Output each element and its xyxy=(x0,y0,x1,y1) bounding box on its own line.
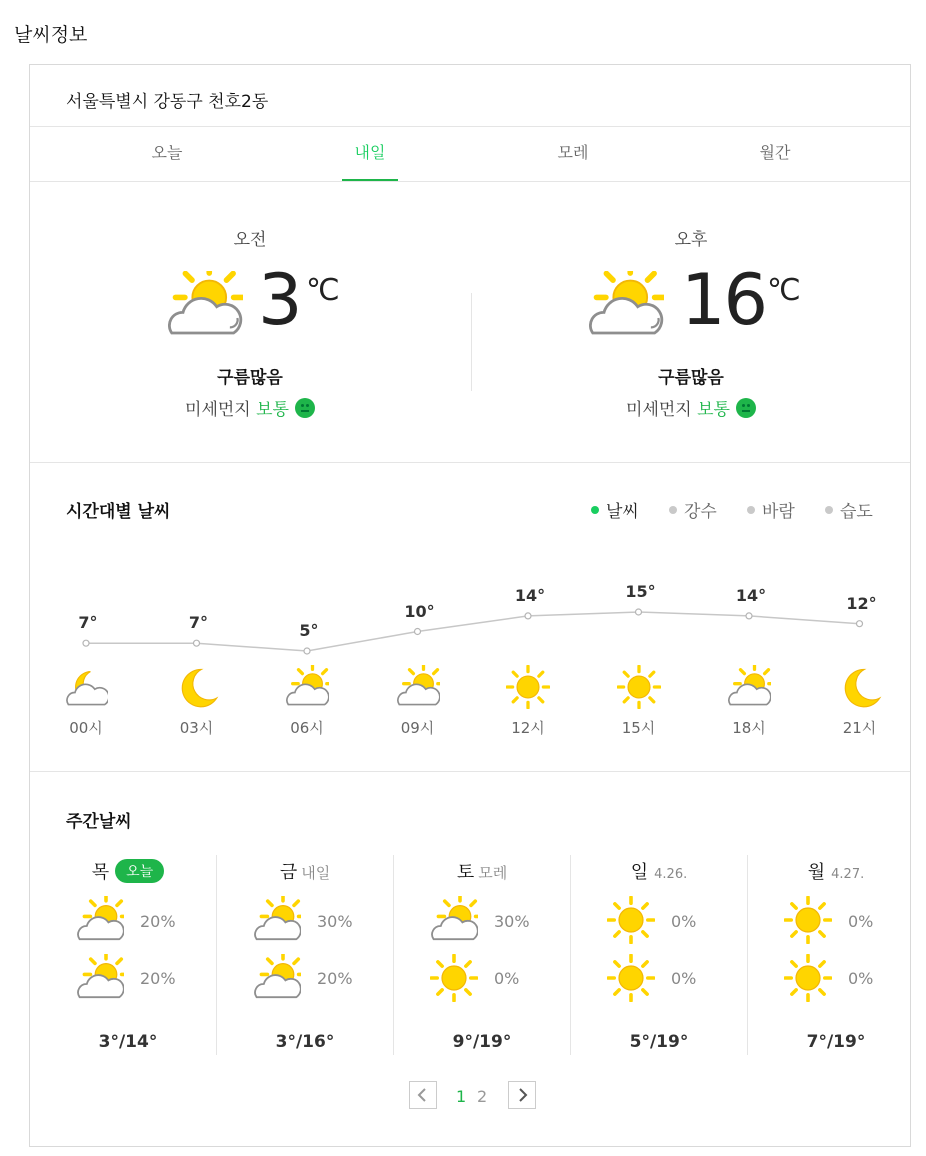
smiley-icon xyxy=(295,398,315,418)
sun-cloud-icon xyxy=(589,271,664,339)
am-label: 오전 xyxy=(233,230,267,250)
day-header xyxy=(394,858,570,884)
temperature-point xyxy=(636,609,642,615)
pm-forecast xyxy=(471,183,911,463)
chevron-left-icon xyxy=(410,1082,436,1108)
am-rain-chance: 30% xyxy=(494,912,530,931)
sun-cloud-icon xyxy=(76,896,124,948)
temperature-point xyxy=(194,640,200,646)
weather-card xyxy=(29,64,911,1147)
temperature-unit: ℃ xyxy=(306,273,340,308)
today-badge: 오늘 xyxy=(115,859,164,883)
day-header xyxy=(571,858,747,884)
sun-cloud-icon xyxy=(168,271,243,339)
sun-icon xyxy=(506,665,550,713)
divider xyxy=(30,181,910,182)
am-forecast xyxy=(30,183,470,463)
am-rain-chance: 30% xyxy=(317,912,353,931)
min-max-temp: 5°/19° xyxy=(629,1032,689,1052)
sun-cloud-icon xyxy=(253,954,301,1006)
moon-icon xyxy=(838,665,882,713)
tab-today[interactable]: 오늘 xyxy=(151,143,183,162)
day-sub-label: 모레 xyxy=(478,864,508,882)
divider xyxy=(30,462,910,463)
sun-icon xyxy=(607,896,655,948)
day-header xyxy=(40,858,216,884)
next-page-button[interactable] xyxy=(508,1081,536,1109)
temperature-line-chart xyxy=(30,565,910,775)
hourly-time-label: 12시 xyxy=(511,719,545,737)
sun-icon xyxy=(784,954,832,1006)
legend-humidity[interactable]: 습도 xyxy=(825,497,873,522)
hourly-time-label: 00시 xyxy=(69,719,103,737)
hourly-temp-label: 15° xyxy=(625,582,656,601)
min-max-temp: 9°/19° xyxy=(452,1032,512,1052)
legend-wind[interactable]: 바람 xyxy=(747,497,795,522)
divider xyxy=(30,771,910,772)
am-rain-chance: 0% xyxy=(671,912,697,931)
day-header xyxy=(217,858,393,884)
chevron-right-icon xyxy=(509,1082,535,1108)
hourly-temp-label: 10° xyxy=(404,601,435,621)
pm-temperature: 16 xyxy=(681,259,767,341)
day-header xyxy=(748,858,924,884)
day-name: 목 xyxy=(91,862,110,883)
hourly-title: 시간대별 날씨 xyxy=(66,502,171,522)
day-sub-label: 내일 xyxy=(301,864,331,882)
hourly-temp-label: 14° xyxy=(735,585,767,605)
temperature-point xyxy=(857,621,863,627)
sun-icon xyxy=(617,665,661,713)
weekly-day[interactable] xyxy=(748,850,924,1060)
hourly-temp-label: 14° xyxy=(514,585,546,605)
hourly-time-label: 09시 xyxy=(400,719,435,737)
page-1[interactable]: 1 xyxy=(456,1087,467,1106)
hourly-time-label: 21시 xyxy=(842,719,877,737)
temperature-point xyxy=(83,640,89,646)
sun-icon xyxy=(607,954,655,1006)
am-fine-dust: 미세먼지 보통 xyxy=(30,395,470,420)
sun-cloud-icon xyxy=(76,954,124,1006)
day-date: 4.26. xyxy=(654,867,688,882)
page-2[interactable]: 2 xyxy=(477,1087,488,1106)
hourly-time-label: 15시 xyxy=(621,719,656,737)
pm-rain-chance: 0% xyxy=(671,969,697,988)
am-condition: 구름많음 xyxy=(217,368,283,388)
sun-cloud-icon xyxy=(396,665,440,713)
pm-label: 오후 xyxy=(674,230,708,250)
prev-page-button[interactable] xyxy=(409,1081,437,1109)
temperature-unit: ℃ xyxy=(767,273,801,308)
tab-tomorrow[interactable]: 내일 xyxy=(270,127,470,182)
moon-icon xyxy=(175,665,219,713)
am-rain-chance: 0% xyxy=(848,912,874,931)
min-max-temp: 3°/16° xyxy=(275,1032,335,1052)
pm-condition: 구름많음 xyxy=(658,368,724,388)
hourly-chart xyxy=(30,565,910,775)
hourly-temp-label: 7° xyxy=(78,613,98,633)
tab-day-after[interactable]: 모레 xyxy=(557,143,589,162)
weekly-day[interactable] xyxy=(40,850,216,1060)
am-temperature: 3 xyxy=(258,259,301,341)
day-name: 금 xyxy=(279,862,298,883)
day-tabs xyxy=(30,127,910,182)
pm-rain-chance: 0% xyxy=(494,969,520,988)
sun-icon xyxy=(784,896,832,948)
sun-cloud-icon xyxy=(253,896,301,948)
legend-weather[interactable]: 날씨 xyxy=(591,497,639,522)
pm-rain-chance: 0% xyxy=(848,969,874,988)
pm-rain-chance: 20% xyxy=(317,969,353,988)
sun-cloud-icon xyxy=(285,665,329,713)
sun-icon xyxy=(430,954,478,1006)
moon-cloud-icon xyxy=(64,665,108,713)
page-title: 날씨정보 xyxy=(14,24,88,46)
hourly-temp-label: 5° xyxy=(299,621,319,640)
min-max-temp: 3°/14° xyxy=(98,1032,158,1052)
weekly-day[interactable] xyxy=(394,850,570,1060)
hourly-time-label: 03시 xyxy=(179,719,214,737)
pm-fine-dust: 미세먼지 보통 xyxy=(471,395,911,420)
pm-rain-chance: 20% xyxy=(140,969,176,988)
legend-precipitation[interactable]: 강수 xyxy=(669,497,717,522)
sun-cloud-icon xyxy=(727,665,771,713)
weekly-title: 주간날씨 xyxy=(66,812,132,832)
temperature-point xyxy=(525,613,531,619)
day-name: 월 xyxy=(807,862,826,883)
temperature-point xyxy=(304,648,310,654)
hourly-temp-label: 12° xyxy=(846,593,877,613)
hourly-time-label: 18시 xyxy=(732,719,766,737)
am-rain-chance: 20% xyxy=(140,912,176,931)
sun-cloud-icon xyxy=(430,896,478,948)
weekly-day[interactable] xyxy=(571,850,747,1060)
day-name: 토 xyxy=(456,862,475,883)
day-name: 일 xyxy=(630,862,649,883)
temperature-point xyxy=(415,629,421,635)
min-max-temp: 7°/19° xyxy=(806,1032,866,1052)
smiley-icon xyxy=(736,398,756,418)
weekly-day[interactable] xyxy=(217,850,393,1060)
day-date: 4.27. xyxy=(831,867,865,882)
location-label: 서울특별시 강동구 천호2동 xyxy=(66,92,269,112)
hourly-temp-label: 7° xyxy=(188,613,209,633)
hourly-time-label: 06시 xyxy=(290,719,324,737)
tab-monthly[interactable]: 월간 xyxy=(759,143,791,162)
temperature-point xyxy=(746,613,752,619)
